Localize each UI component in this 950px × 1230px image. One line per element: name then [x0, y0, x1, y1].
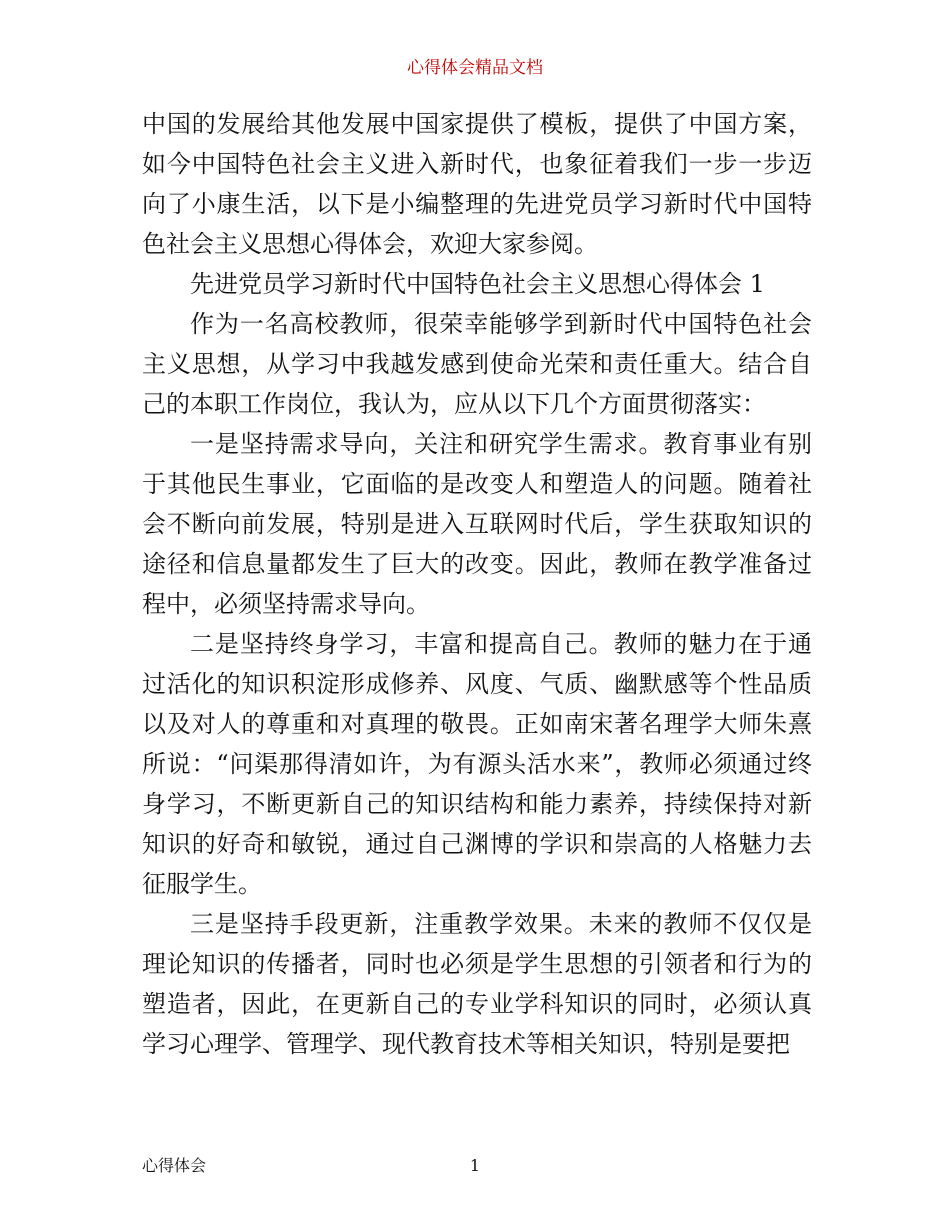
body-paragraph: 三是坚持手段更新，注重教学效果。未来的教师不仅仅是理论知识的传播者，同时也必须是学生思想的引领者和行为的塑造者，因此，在更新自己的专业学科知识的同时，必须认真学习心理学、管理学、现代教育技术等相关知识，特别是要把	[142, 910, 812, 1058]
intro-paragraph: 中国的发展给其他发展中国家提供了模板，提供了中国方案，如今中国特色社会主义进入新时代，也象征着我们一步一步迈向了小康生活，以下是小编整理的先进党员学习新时代中国特色社会主义思想心得体会，欢迎大家参阅。	[142, 110, 812, 258]
section-heading: 先进党员学习新时代中国特色社会主义思想心得体会 1	[190, 270, 765, 298]
body-paragraph: 作为一名高校教师，很荣幸能够学到新时代中国特色社会主义思想，从学习中我越发感到使命光荣和责任重大。结合自己的本职工作岗位，我认为，应从以下几个方面贯彻落实：	[142, 310, 812, 418]
page-header-title: 心得体会精品文档	[407, 58, 543, 78]
page-number: 1	[469, 1156, 481, 1175]
document-body	[142, 104, 812, 1064]
body-paragraph: 二是坚持终身学习，丰富和提高自己。教师的魅力在于通过活化的知识积淀形成修养、风度、气质、幽默感等个性品质以及对人的尊重和对真理的敬畏。正如南宋著名理学大师朱熹所说：“问渠那得清如许，为有源头活水来”，教师必须通过终身学习，不断更新自己的知识结构和能力素养，持续保持对新知识的好奇和敏锐，通过自己渊博的学识和崇高的人格魅力去征服学生。	[142, 630, 812, 898]
body-paragraph: 一是坚持需求导向，关注和研究学生需求。教育事业有别于其他民生事业，它面临的是改变人和塑造人的问题。随着社会不断向前发展，特别是进入互联网时代后，学生获取知识的途径和信息量都发生了巨大的改变。因此，教师在教学准备过程中，必须坚持需求导向。	[142, 430, 812, 618]
footer-label: 心得体会	[142, 1156, 207, 1175]
